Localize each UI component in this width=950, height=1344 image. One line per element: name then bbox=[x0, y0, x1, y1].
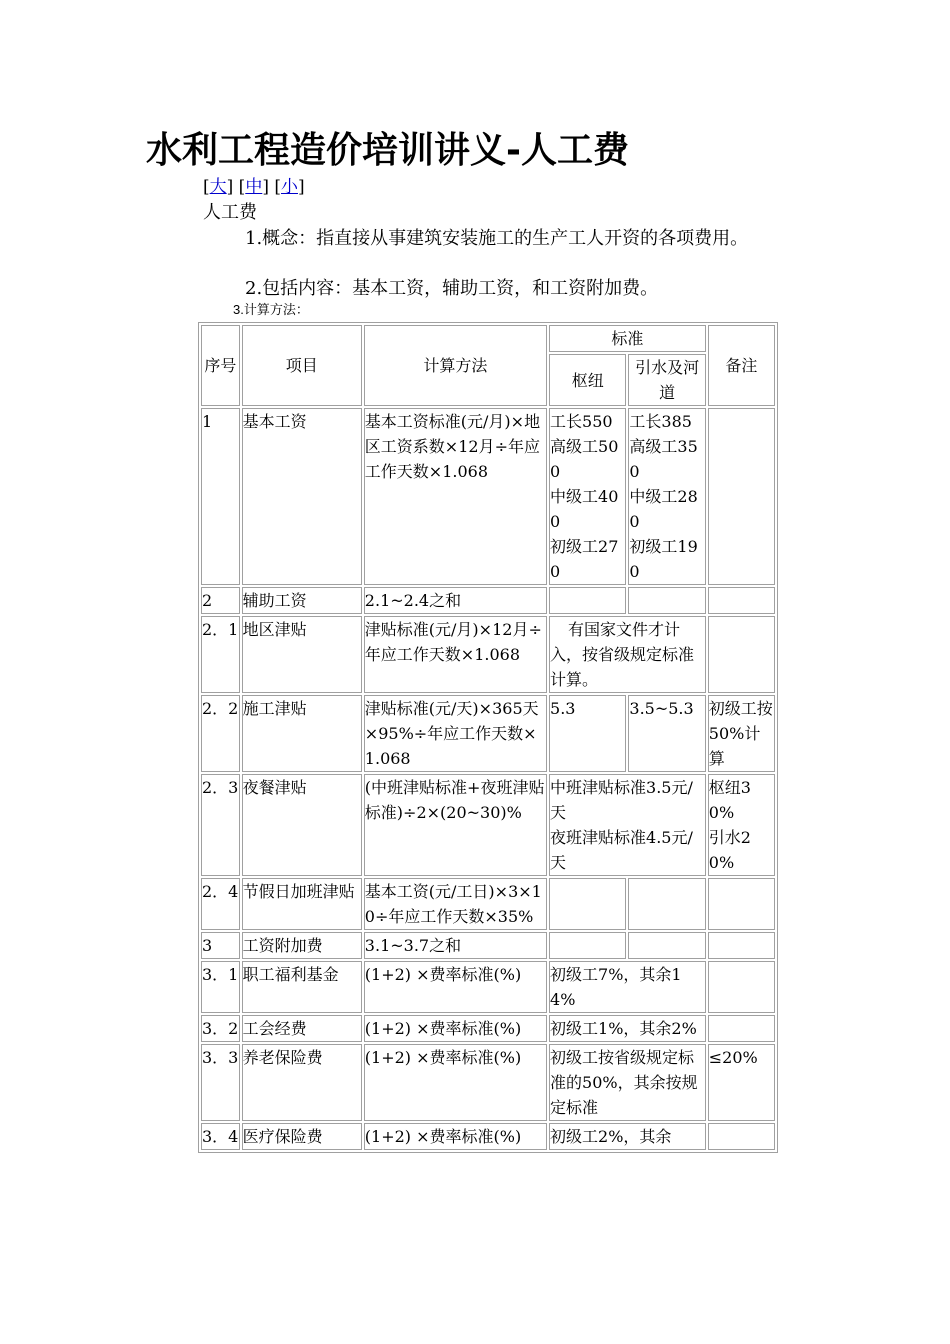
cell-remark: ≤20% bbox=[708, 1044, 775, 1121]
bracket-open: [ bbox=[203, 177, 210, 197]
cell-item: 辅助工资 bbox=[242, 587, 362, 614]
table-row bbox=[201, 961, 775, 1013]
cell-method: 基本工资(元/工日)×3×10÷年应工作天数×35% bbox=[364, 878, 547, 930]
cell-method: (1+2) ×费率标准(%) bbox=[364, 1015, 547, 1042]
font-size-small-link[interactable]: 小 bbox=[280, 177, 298, 197]
header-hub: 枢纽 bbox=[549, 354, 626, 406]
table-row bbox=[201, 616, 775, 693]
cell-remark bbox=[708, 932, 775, 959]
table-row bbox=[201, 878, 775, 930]
cell-method: 津贴标准(元/天)×365天×95%÷年应工作天数×1.068 bbox=[364, 695, 547, 772]
cell-item: 职工福利基金 bbox=[242, 961, 362, 1013]
cell-method: (1+2) ×费率标准(%) bbox=[364, 961, 547, 1013]
cell-remark bbox=[708, 616, 775, 693]
header-method: 计算方法 bbox=[364, 325, 547, 406]
cell-item: 夜餐津贴 bbox=[242, 774, 362, 876]
table-row bbox=[201, 1044, 775, 1121]
cell-method: 2.1~2.4之和 bbox=[364, 587, 547, 614]
table-row bbox=[201, 774, 775, 876]
cell-seq: 3 bbox=[201, 932, 240, 959]
header-diversion: 引水及河道 bbox=[628, 354, 705, 406]
font-size-large-link[interactable]: 大 bbox=[209, 177, 227, 197]
cell-standard: 初级工1%，其余2% bbox=[549, 1015, 706, 1042]
labor-cost-table-container bbox=[198, 322, 778, 1211]
cell-seq: 3．2 bbox=[201, 1015, 240, 1042]
table-row bbox=[201, 1123, 775, 1150]
bracket-pair: ] [ bbox=[262, 177, 281, 197]
cell-item: 基本工资 bbox=[242, 408, 362, 585]
cell-diversion bbox=[628, 878, 705, 930]
cell-remark: 枢纽30% 引水20% bbox=[708, 774, 775, 876]
font-size-switcher bbox=[203, 176, 305, 198]
cell-seq: 3．4 bbox=[201, 1123, 240, 1150]
header-remark: 备注 bbox=[708, 325, 775, 406]
table-row bbox=[201, 1015, 775, 1042]
font-size-medium-link[interactable]: 中 bbox=[245, 177, 263, 197]
cell-item: 工会经费 bbox=[242, 1015, 362, 1042]
cell-hub bbox=[549, 878, 626, 930]
cell-seq: 3．1 bbox=[201, 961, 240, 1013]
table-row bbox=[201, 587, 775, 614]
labor-cost-table bbox=[198, 322, 778, 1153]
cell-item: 施工津贴 bbox=[242, 695, 362, 772]
cell-remark bbox=[708, 408, 775, 585]
cell-item: 节假日加班津贴 bbox=[242, 878, 362, 930]
cell-standard: 中班津贴标准3.5元/天 夜班津贴标准4.5元/天 bbox=[549, 774, 706, 876]
cell-item: 地区津贴 bbox=[242, 616, 362, 693]
cell-diversion: 3.5~5.3 bbox=[628, 695, 705, 772]
cell-remark: 初级工按50%计算 bbox=[708, 695, 775, 772]
cell-seq: 2．2 bbox=[201, 695, 240, 772]
header-item: 项目 bbox=[242, 325, 362, 406]
cell-method: (中班津贴标准+夜班津贴标准)÷2×(20~30)% bbox=[364, 774, 547, 876]
header-seq: 序号 bbox=[201, 325, 240, 406]
method-heading: 3.计算方法： bbox=[233, 302, 309, 317]
cell-item: 医疗保险费 bbox=[242, 1123, 362, 1150]
cell-standard: 初级工按省级规定标准的50%，其余按规定标准 bbox=[549, 1044, 706, 1121]
table-row bbox=[201, 408, 775, 585]
cell-item: 工资附加费 bbox=[242, 932, 362, 959]
cell-standard: 初级工7%，其余14% bbox=[549, 961, 706, 1013]
cell-hub: 5.3 bbox=[549, 695, 626, 772]
cell-method: 基本工资标准(元/月)×地区工资系数×12月÷年应工作天数×1.068 bbox=[364, 408, 547, 585]
cell-remark bbox=[708, 878, 775, 930]
cell-diversion bbox=[628, 587, 705, 614]
bracket-pair: ] [ bbox=[226, 177, 246, 197]
cell-remark bbox=[708, 1123, 775, 1150]
cell-seq: 1 bbox=[201, 408, 240, 585]
cell-remark bbox=[708, 587, 775, 614]
page-title: 水利工程造价培训讲义-人工费 bbox=[146, 130, 629, 171]
concept-paragraph: 1.概念：指直接从事建筑安装施工的生产工人开资的各项费用。 bbox=[245, 228, 749, 249]
cell-diversion bbox=[628, 932, 705, 959]
cell-remark bbox=[708, 961, 775, 1013]
cell-seq: 2 bbox=[201, 587, 240, 614]
cell-remark bbox=[708, 1015, 775, 1042]
cell-method: 3.1~3.7之和 bbox=[364, 932, 547, 959]
cell-hub bbox=[549, 932, 626, 959]
cell-hub bbox=[549, 587, 626, 614]
header-standard: 标准 bbox=[549, 325, 706, 352]
contents-paragraph: 2.包括内容：基本工资，辅助工资，和工资附加费。 bbox=[245, 278, 659, 299]
cell-method: (1+2) ×费率标准(%) bbox=[364, 1044, 547, 1121]
table-row bbox=[201, 695, 775, 772]
cell-standard: 初级工2%，其余 bbox=[549, 1123, 706, 1150]
cell-diversion: 工长385 高级工350 中级工280 初级工190 bbox=[628, 408, 705, 585]
cell-method: (1+2) ×费率标准(%) bbox=[364, 1123, 547, 1150]
bracket-close: ] bbox=[297, 177, 305, 197]
cell-seq: 3．3 bbox=[201, 1044, 240, 1121]
section-title: 人工费 bbox=[203, 202, 257, 223]
cell-seq: 2．1 bbox=[201, 616, 240, 693]
cell-seq: 2．3 bbox=[201, 774, 240, 876]
cell-method: 津贴标准(元/月)×12月÷年应工作天数×1.068 bbox=[364, 616, 547, 693]
cell-hub: 工长550 高级工500 中级工400 初级工270 bbox=[549, 408, 626, 585]
cell-seq: 2．4 bbox=[201, 878, 240, 930]
cell-item: 养老保险费 bbox=[242, 1044, 362, 1121]
table-row bbox=[201, 932, 775, 959]
table-header-row bbox=[201, 325, 775, 352]
cell-standard: 有国家文件才计入，按省级规定标准计算。 bbox=[549, 616, 706, 693]
